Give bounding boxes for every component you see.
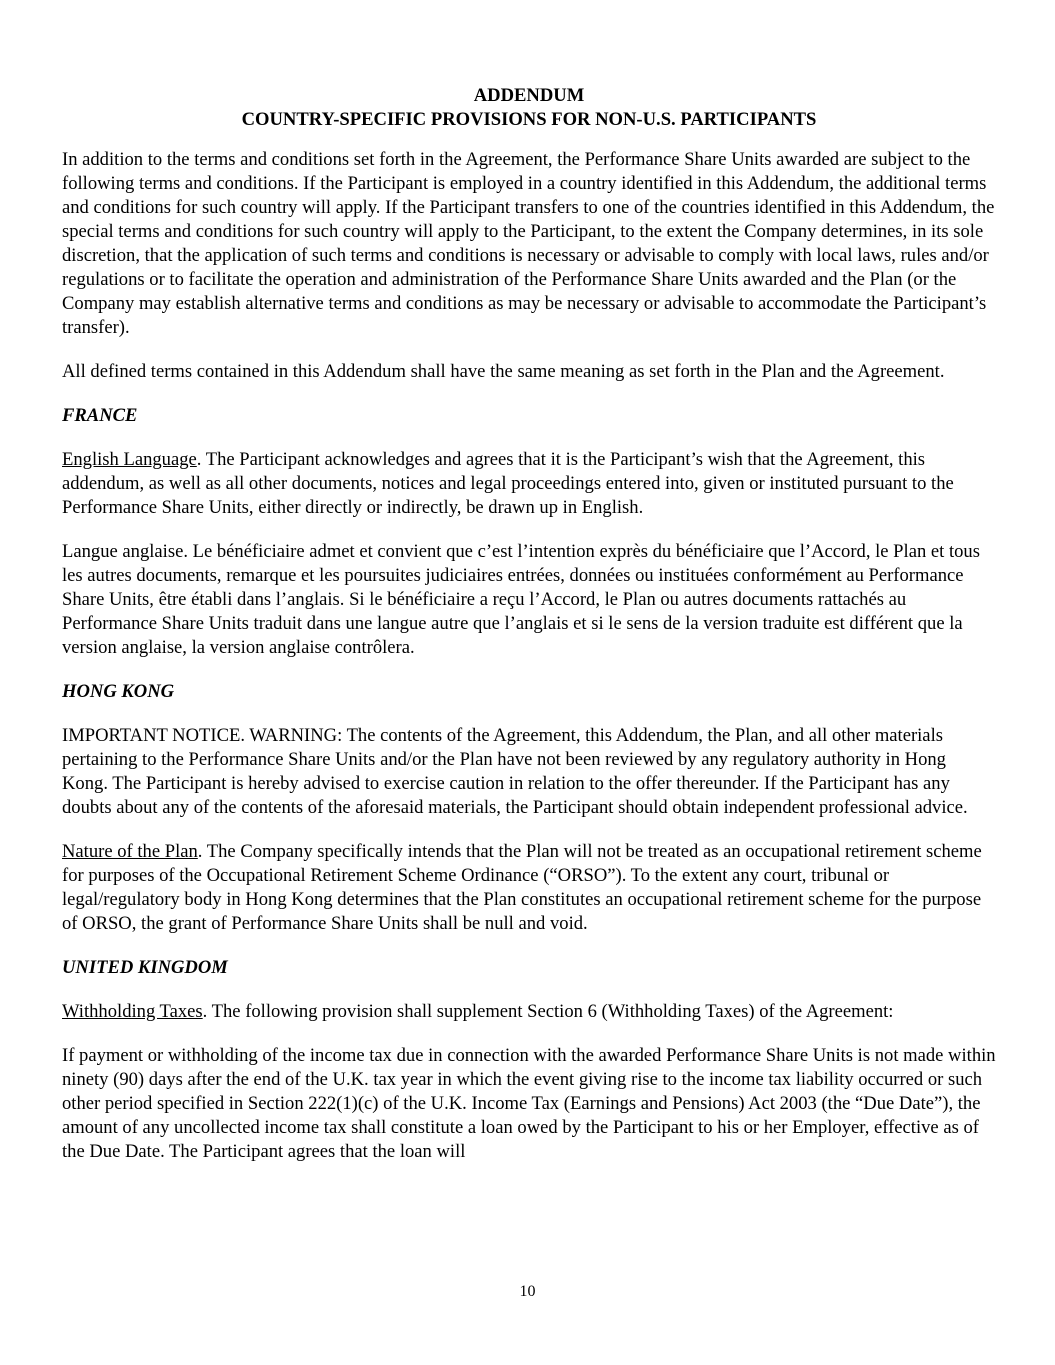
page-number: 10 (519, 1283, 536, 1300)
hong-kong-notice-paragraph: IMPORTANT NOTICE. WARNING: The contents of the Agreement, this Addendum, the Plan, and all other materials pertaining to the Performance Share Units and/or the Plan have not been reviewed by any regulatory authority in Hong Kong. The Participant is hereby advised to exercise caution in relation to the offer thereunder. If the Participant has any doubts about any of the contents of the aforesaid materials, the Participant should obtain independent professional advice. (62, 725, 968, 818)
definitions-paragraph: All defined terms contained in this Addendum shall have the same meaning as set forth in the Plan and the Agreement. (62, 361, 945, 382)
english-language-label: English Language (62, 449, 197, 470)
addendum-subtitle: COUNTRY-SPECIFIC PROVISIONS FOR NON-U.S. PARTICIPANTS (241, 109, 817, 130)
nature-of-plan-paragraph (62, 840, 996, 936)
intro-paragraph: In addition to the terms and conditions set forth in the Agreement, the Performance Share Units awarded are subject to the following terms and conditions. If the Participant is employed in a country identified in this Addendum, the additional terms and conditions for such country will apply. If the Participant transfers to one of the countries identified in this Addendum, the special terms and conditions for such country will apply to the Participant, to the extent the Company determines, in its sole discretion, that the application of such terms and conditions is necessary or advisable to comply with local laws, rules and/or regulations or to facilitate the operation and administration of the Performance Share Units awarded and the Plan (or the Company may establish alternative terms and conditions as may be necessary or advisable to accommodate the Participant’s transfer). (62, 149, 995, 338)
united-kingdom-heading: UNITED KINGDOM (62, 957, 228, 978)
income-tax-paragraph: If payment or withholding of the income tax due in connection with the awarded Performance Share Units is not made within ninety (90) days after the end of the U.K. tax year in which the event giving rise to the income tax liability occurred or such other period specified in Section 222(1)(c) of the U.K. Income Tax (Earnings and Pensions) Act 2003 (the “Due Date”), the amount of any uncollected income tax shall constitute a loan owed by the Participant to his or her Employer, effective as of the Due Date. The Participant agrees that the loan will (62, 1045, 996, 1162)
france-french-paragraph: Langue anglaise. Le bénéficiaire admet et convient que c’est l’intention exprès du bénéficiaire que l’Accord, le Plan et tous les autres documents, remarque et les poursuites judiciaires entrées, données ou instituées conformément au Performance Share Units, être établi dans l’anglais. Si le bénéficiaire a reçu l’Accord, le Plan ou autres documents rattachés au Performance Share Units traduit dans une langue autre que l’anglais et si le sens de la version traduite est différent que la version anglaise, la version anglaise contrôlera. (62, 541, 980, 658)
nature-of-plan-text: . The Company specifically intends that the Plan will not be treated as an occupational retirement scheme for purposes of the Occupational Retirement Scheme Ordinance (“ORSO”). To the extent any court, tribunal or legal/regulatory body in Hong Kong determines that the Plan constitutes an occupational retirement scheme for the purpose of ORSO, the grant of Performance Share Units shall be null and void. (62, 841, 982, 934)
addendum-title: ADDENDUM (473, 85, 585, 106)
withholding-taxes-paragraph (62, 1000, 996, 1024)
english-language-text: . The Participant acknowledges and agrees that it is the Participant’s wish that the Agreement, this addendum, as well as all other documents, notices and legal proceedings entered into, given or instituted pursuant to the Performance Share Units, either directly or indirectly, be drawn up in English. (62, 449, 954, 518)
withholding-taxes-label: Withholding Taxes (62, 1001, 203, 1022)
hong-kong-heading: HONG KONG (62, 681, 175, 702)
withholding-taxes-text: . The following provision shall supplement Section 6 (Withholding Taxes) of the Agreement: (202, 1001, 894, 1022)
france-heading: FRANCE (62, 405, 138, 426)
france-english-paragraph (62, 448, 996, 520)
document-page (62, 84, 996, 1184)
nature-of-plan-label: Nature of the Plan (62, 841, 198, 862)
